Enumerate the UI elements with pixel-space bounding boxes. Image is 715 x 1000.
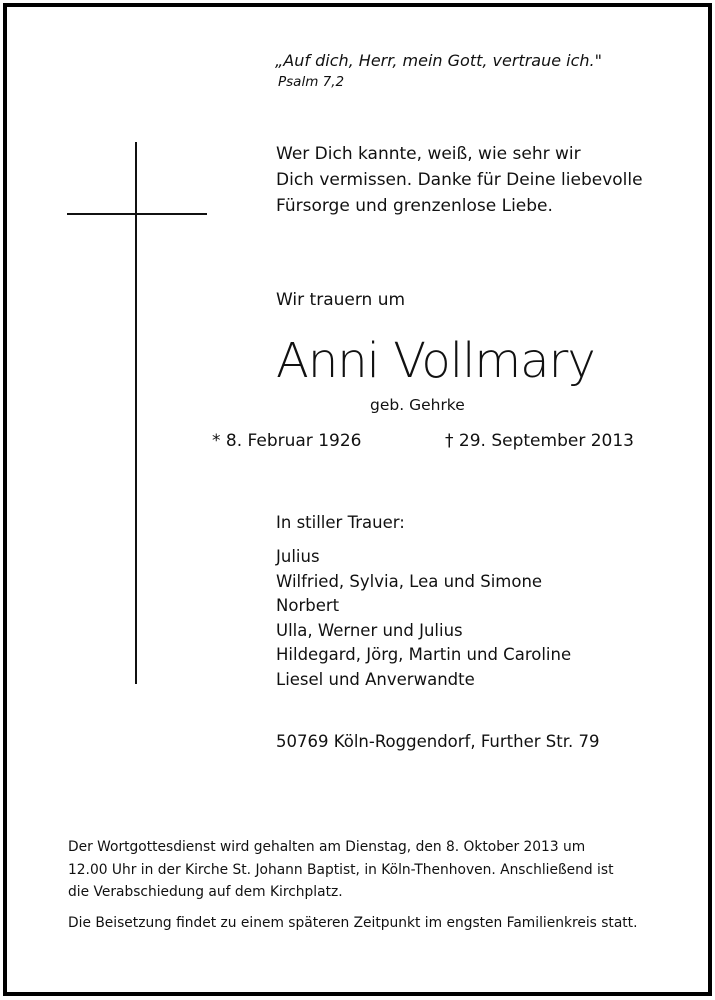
bible-quote: „Auf dich, Herr, mein Gott, vertraue ich." (275, 51, 602, 70)
mourning-intro: Wir trauern um (276, 290, 406, 310)
memorial-verse (276, 141, 643, 219)
list-item: Julius (276, 547, 320, 566)
birth-date: * 8. Februar 1926 (212, 431, 362, 451)
maiden-name: geb. Gehrke (370, 396, 465, 414)
list-item: Wilfried, Sylvia, Lea und Simone (276, 571, 543, 591)
list-item: Norbert (276, 596, 340, 615)
burial-info: Die Beisetzung findet zu einem späteren Zeitpunkt im engsten Familienkreis statt. (68, 915, 638, 931)
service-line: 12.00 Uhr in der Kirche St. Johann Baptist, in Köln-Thenhoven. Anschließend ist (68, 861, 614, 878)
verse-line: Wer Dich kannte, weiß, wie sehr wir (276, 144, 581, 164)
family-list (276, 545, 571, 692)
verse-line: Fürsorge und grenzenlose Liebe. (276, 196, 553, 216)
family-address: 50769 Köln-Roggendorf, Further Str. 79 (276, 732, 600, 751)
mourning-label: In stiller Trauer: (276, 513, 405, 532)
cross-icon-bar (67, 213, 207, 215)
service-line: Der Wortgottesdienst wird gehalten am Dienstag, den 8. Oktober 2013 um (68, 839, 586, 855)
quote-reference: Psalm 7,2 (278, 74, 345, 90)
verse-line: Dich vermissen. Danke für Deine liebevolle (276, 170, 643, 190)
list-item: Ulla, Werner und Julius (276, 620, 463, 640)
service-info (68, 836, 613, 904)
list-item: Liesel und Anverwandte (276, 669, 475, 689)
service-line: die Verabschiedung auf dem Kirchplatz. (68, 884, 343, 900)
deceased-name: Anni Vollmary (276, 333, 595, 389)
death-date: † 29. September 2013 (445, 431, 634, 451)
list-item: Hildegard, Jörg, Martin und Caroline (276, 645, 572, 664)
cross-icon (135, 142, 137, 684)
